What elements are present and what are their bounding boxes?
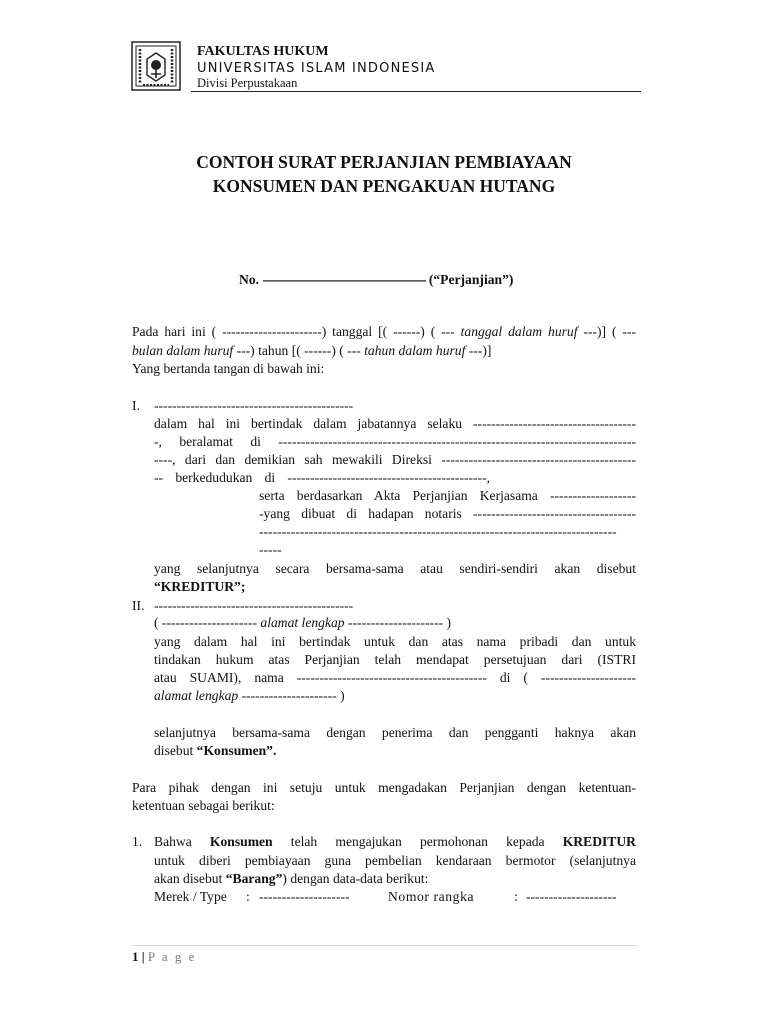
field-merek-type-value: -------------------- xyxy=(259,889,350,904)
document-title-line-2: KONSUMEN DAN PENGAKUAN HUTANG xyxy=(212,176,556,196)
party-2-name-blank: -------------------------------------------- xyxy=(154,598,354,613)
party-1-line-7: ------------------------------------------------------------------------------- xyxy=(259,524,617,539)
intro-line-2: bulan dalam huruf ---) tahun [( ------) ( --- tahun dalam huruf ---)] xyxy=(132,343,492,358)
page-separator: | xyxy=(138,949,148,964)
party-1-line-1: dalam hal ini bertindak dalam jabatannya selaku ------------------------------------ xyxy=(154,416,636,431)
page-label: P a g e xyxy=(147,949,197,964)
konsumen-label: “Konsumen”. xyxy=(196,743,277,758)
party-2-line-4: atau SUAMI), nama ------------------------------------------ di ( --------------------- xyxy=(154,670,636,685)
party-2-line-5: alamat lengkap --------------------- ) xyxy=(154,688,345,703)
party-2-number: II. xyxy=(132,598,145,613)
party-1-name-blank: -------------------------------------------- xyxy=(154,398,354,413)
party-1-line-4: -- berkedudukan di --------------------------------------------, xyxy=(154,470,490,485)
clause-1-number: 1. xyxy=(132,834,143,849)
page-number: 1 xyxy=(132,949,139,964)
party-2-line-3: tindakan hukum atas Perjanjian telah mendapat persetujuan dari (ISTRI xyxy=(154,652,636,667)
clause-1-line-3: akan disebut “Barang”) dengan data-data berikut: xyxy=(154,871,429,886)
party-2-line-7: disebut “Konsumen”. xyxy=(154,743,277,758)
university-name: UNIVERSITAS ISLAM INDONESIA xyxy=(197,61,436,76)
intro-line-3: Yang bertanda tangan di bawah ini: xyxy=(132,361,325,376)
party-1-line-9: yang selanjutnya secara bersama-sama atau sendiri-sendiri akan disebut xyxy=(154,561,636,576)
kreditur-label: “KREDITUR”; xyxy=(154,579,246,594)
document-title-line-1: CONTOH SURAT PERJANJIAN PEMBIAYAAN xyxy=(196,152,572,172)
field-nomor-rangka-separator: : xyxy=(514,889,518,904)
agreement-number-line xyxy=(239,271,513,289)
field-nomor-rangka-label: Nomor rangka xyxy=(388,889,475,904)
clause-1-line-2: untuk diberi pembiayaan guna pembelian kendaraan bermotor (selanjutnya xyxy=(154,853,636,868)
faculty-name: FAKULTAS HUKUM xyxy=(197,44,329,59)
party-1-line-3: ----, dari dan demikian sah mewakili Direksi ------------------------------------------- xyxy=(154,452,636,467)
party-1-line-2: -, beralamat di ------------------------------------------------------------------------------- xyxy=(154,434,636,449)
agreement-line-1: Para pihak dengan ini setuju untuk mengadakan Perjanjian dengan ketentuan- xyxy=(132,780,636,795)
header-rule xyxy=(191,91,641,92)
field-nomor-rangka-value: -------------------- xyxy=(526,889,617,904)
party-1-number: I. xyxy=(132,398,140,413)
field-merek-type-label: Merek / Type xyxy=(154,889,227,904)
field-merek-type-separator: : xyxy=(246,889,250,904)
number-prefix: No. xyxy=(239,272,263,287)
party-2-address-line: ( --------------------- alamat lengkap --------------------- ) xyxy=(154,615,451,630)
intro-line-1: Pada hari ini ( ----------------------) tanggal [( ------) ( --- tanggal dalam huruf ---)] ( --- xyxy=(132,324,636,339)
party-2-line-2: yang dalam hal ini bertindak untuk dan atas nama pribadi dan untuk xyxy=(154,634,636,649)
agreement-line-2: ketentuan sebagai berikut: xyxy=(132,798,275,813)
party-2-line-6: selanjutnya bersama-sama dengan penerima dan pengganti haknya akan xyxy=(154,725,636,740)
party-1-line-8: ----- xyxy=(259,542,282,557)
number-suffix: (“Perjanjian”) xyxy=(425,272,514,287)
page-footer xyxy=(132,949,196,965)
party-1-line-5: serta berdasarkan Akta Perjanjian Kerjasama ------------------- xyxy=(259,488,636,503)
number-dashes: ------------------------------------------------- xyxy=(262,272,426,287)
university-logo-icon xyxy=(131,41,181,91)
clause-1-line-1: Bahwa Konsumen telah mengajukan permohonan kepada KREDITUR xyxy=(154,834,636,849)
footer-rule xyxy=(132,945,637,946)
division-name: Divisi Perpustakaan xyxy=(197,76,298,90)
party-1-line-6: -yang dibuat di hadapan notaris ------------------------------------ xyxy=(259,506,636,521)
